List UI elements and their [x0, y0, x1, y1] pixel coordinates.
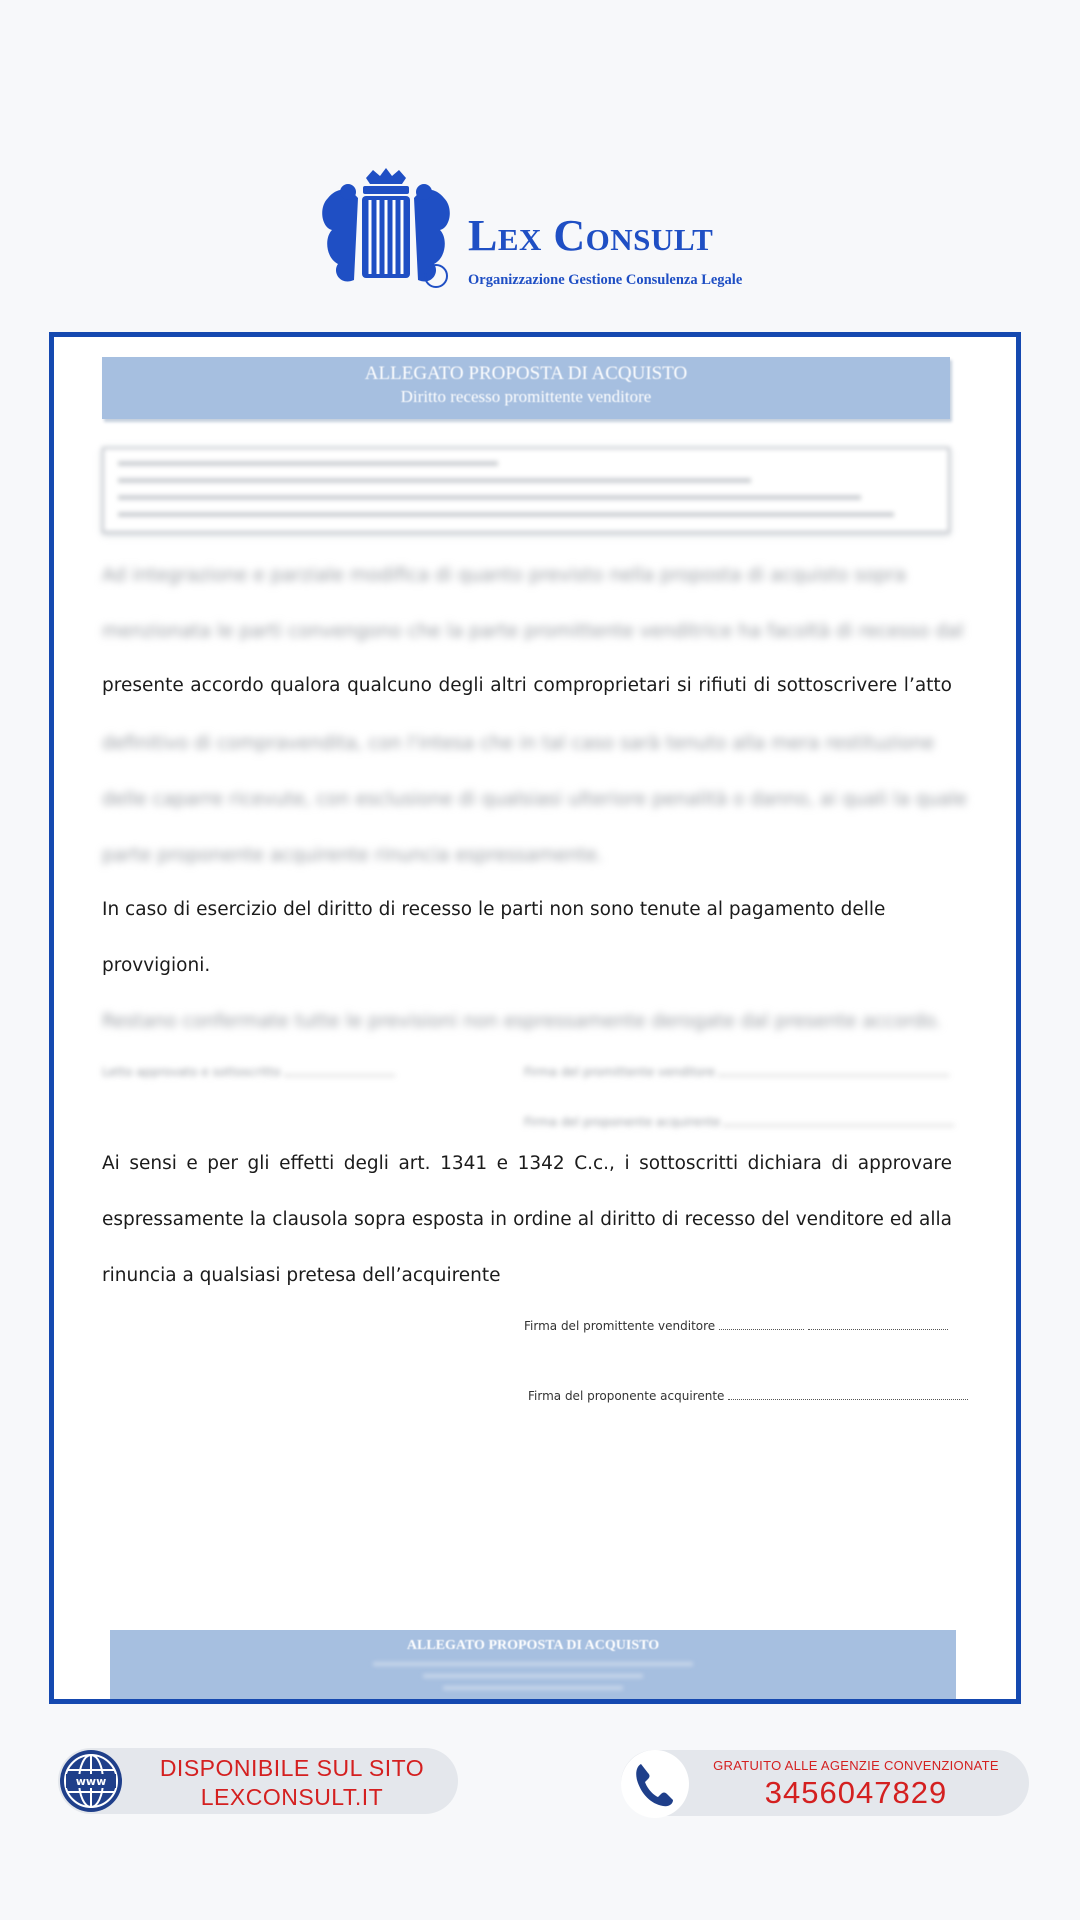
signature-dots	[728, 1389, 968, 1400]
signature-buyer	[528, 1389, 968, 1403]
approval-line: Ai sensi e per gli effetti degli art. 1341 e 1342 C.c., i sottoscritti dichiara di approvare	[102, 1153, 952, 1174]
svg-text:www: www	[75, 1775, 107, 1788]
document-header	[102, 357, 950, 419]
document-header-title: ALLEGATO PROPOSTA DI ACQUISTO	[364, 363, 688, 384]
brand-subtitle: Organizzazione Gestione Consulenza Legale	[468, 272, 743, 288]
blurred-text-line: Restano confermate tutte le previsioni non espressamente derogate dal presente accordo.	[102, 1011, 942, 1032]
phone-icon	[621, 1750, 689, 1818]
blurred-signature-line: Firma del promittente venditore	[524, 1065, 949, 1079]
blurred-signature-line: Letto approvato e sottoscritto	[102, 1065, 395, 1079]
lex-consult-logo	[318, 168, 778, 298]
signature-seller	[524, 1319, 948, 1333]
blurred-text-line: menzionata le parti convengono che la parte promittente venditrice ha facoltà di recesso dal	[102, 621, 964, 642]
signature-dots	[808, 1319, 948, 1330]
blurred-footer-line	[423, 1674, 643, 1678]
recesso-line: In caso di esercizio del diritto di recesso le parti non sono tenute al pagamento delle	[102, 899, 886, 920]
signature-dots	[719, 1319, 804, 1330]
approval-line: espressamente la clausola sopra esposta in ordine al diritto di recesso del venditore ed alla	[102, 1209, 952, 1230]
website-badge[interactable]	[58, 1748, 458, 1814]
blurred-text-line: Ad integrazione e parziale modifica di quanto previsto nella proposta di acquisto sopra	[102, 565, 907, 586]
website-line-1: DISPONIBILE SUL SITO	[159, 1755, 425, 1781]
blurred-signature-line: Firma del proponente acquirente	[524, 1115, 954, 1129]
document-footer-title: ALLEGATO PROPOSTA DI ACQUISTO	[406, 1638, 660, 1653]
document-footer	[110, 1630, 956, 1704]
blurred-text-line: definitivo di compravendita, con l'intesa che in tal caso sarà tenuto alla mera restituzione	[102, 733, 935, 754]
crest-icon	[318, 168, 453, 293]
paragraph-line: presente accordo qualora qualcuno degli altri comproprietari si rifiuti di sottoscrivere l’atto	[102, 675, 952, 696]
document-header-subtitle: Diritto recesso promittente venditore	[400, 387, 652, 406]
phone-badge[interactable]	[621, 1750, 1029, 1816]
globe-icon	[58, 1748, 124, 1814]
blurred-footer-line	[373, 1662, 693, 1666]
recesso-line: provvigioni.	[102, 955, 211, 976]
signature-buyer-label: Firma del proponente acquirente	[528, 1389, 725, 1403]
signature-seller-label: Firma del promittente venditore	[524, 1319, 716, 1333]
blurred-text-line: delle caparre ricevute, con esclusione di qualsiasi ulteriore penalità o danno, ai quali la quale	[102, 789, 967, 810]
approval-line: rinuncia a qualsiasi pretesa dell’acquirente	[102, 1265, 501, 1286]
blurred-footer-line	[443, 1686, 623, 1690]
website-line-2[interactable]: LEXCONSULT.IT	[200, 1784, 384, 1810]
brand-name: Lex Consult	[468, 211, 714, 260]
phone-number[interactable]: 3456047829	[764, 1775, 948, 1810]
blurred-text-line: parte proponente acquirente rinuncia espressamente.	[102, 845, 603, 866]
blurred-fields-box	[102, 447, 950, 533]
agency-text: GRATUITO ALLE AGENZIE CONVENZIONATE	[713, 1758, 999, 1773]
website-text	[142, 1754, 442, 1812]
document-preview	[49, 332, 1021, 1704]
